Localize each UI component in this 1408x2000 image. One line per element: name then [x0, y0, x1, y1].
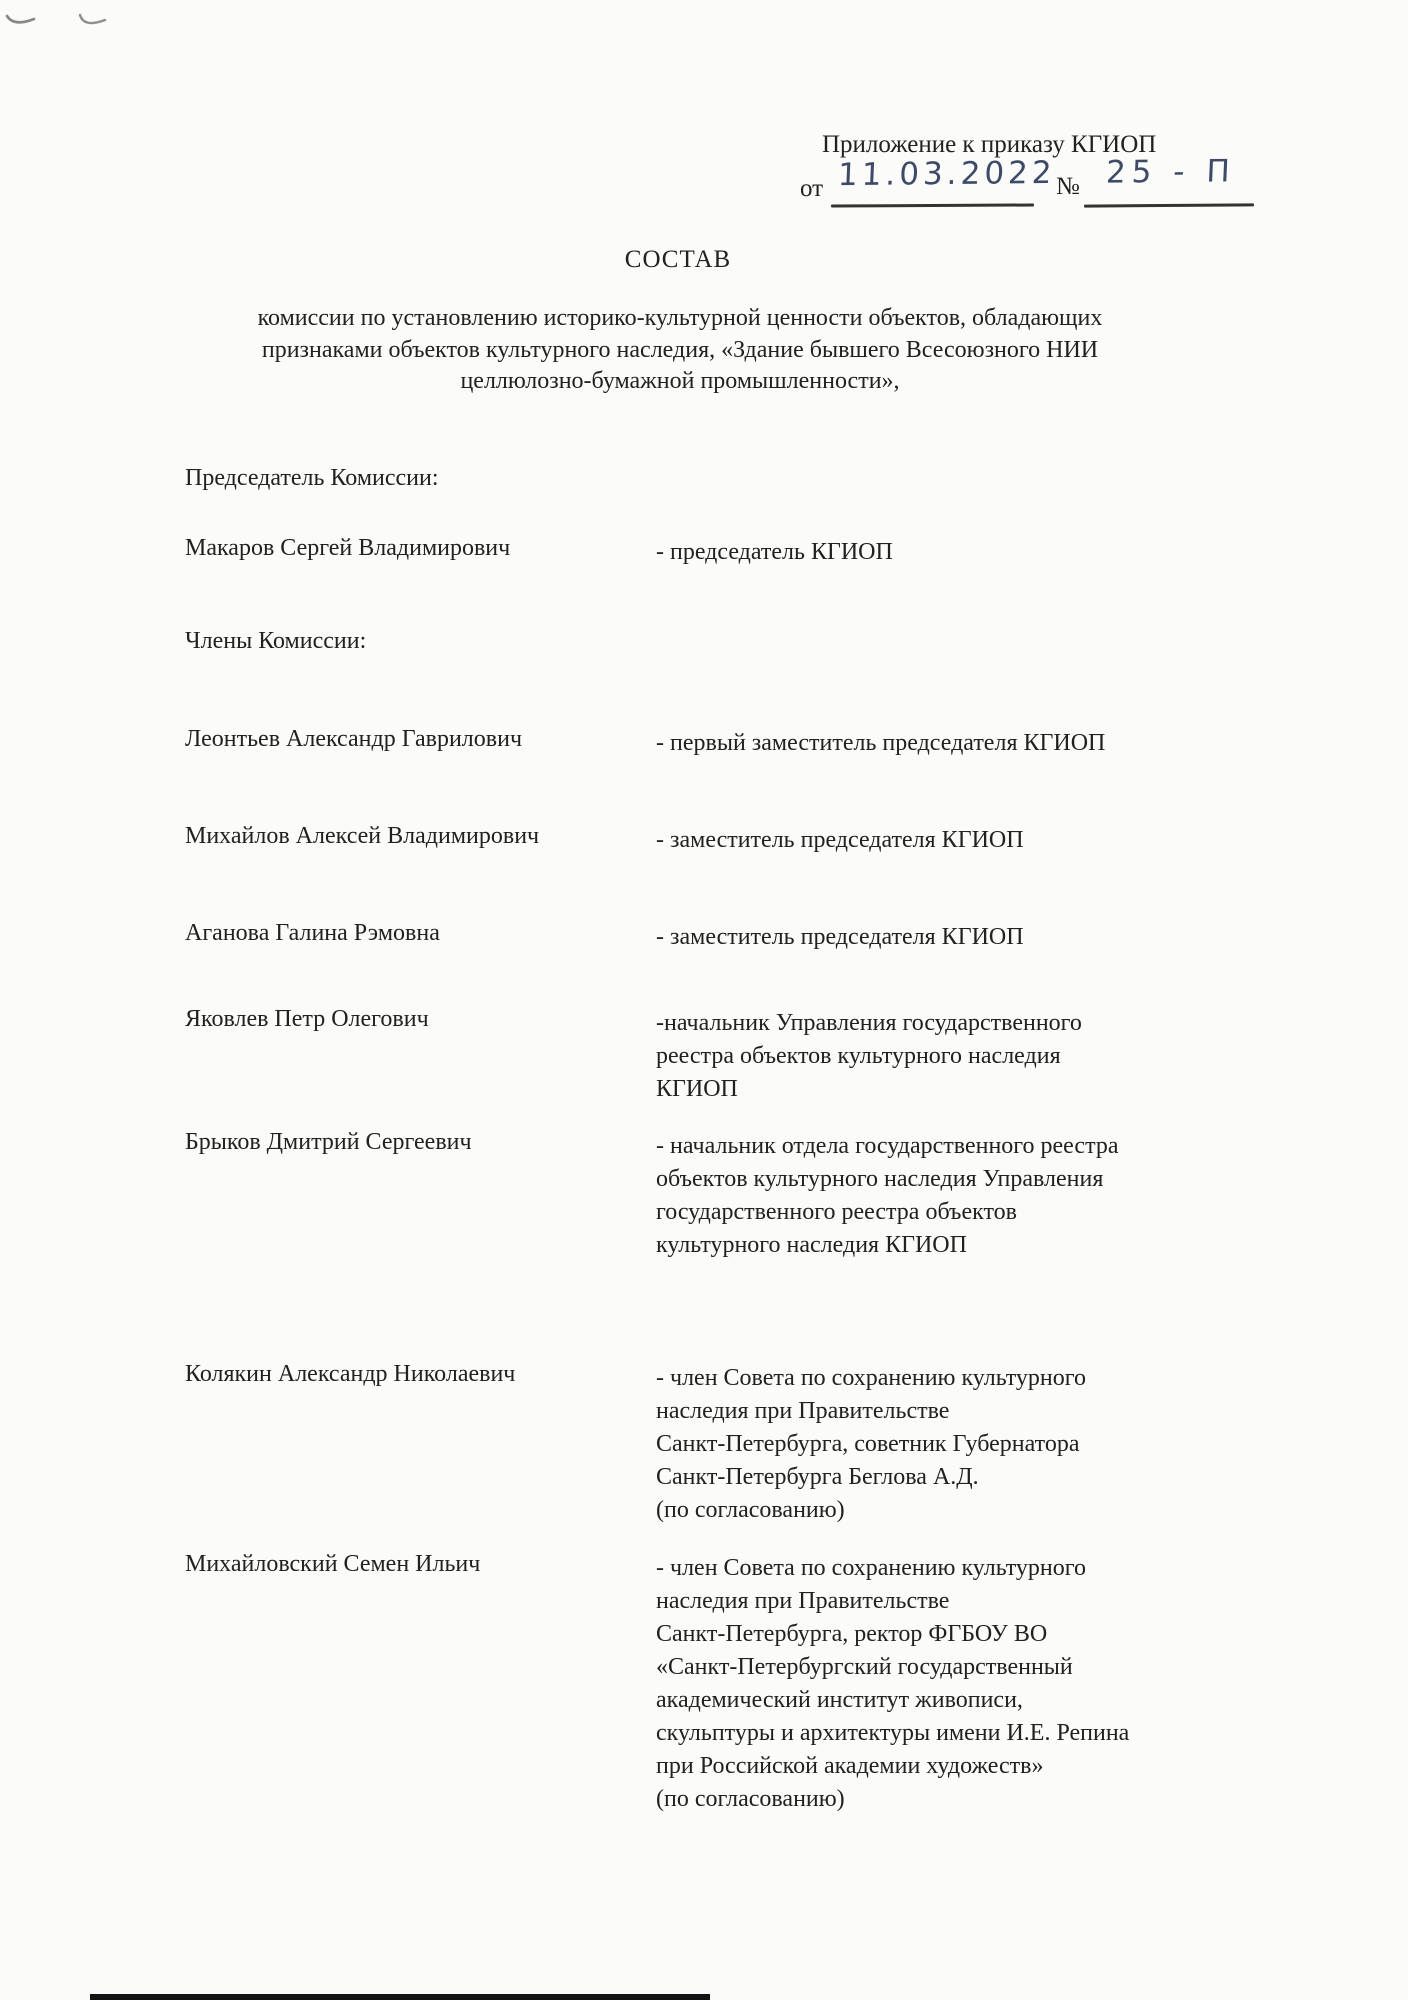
member-name: Леонтьев Александр Гаврилович: [185, 726, 523, 752]
member-role: - член Совета по сохранению культурного наследия при Правительстве Санкт-Петербурга, советник Губернатора Санкт-Петербурга Беглова А.Д. (по согласованию): [656, 1365, 1087, 1523]
member-role: - начальник отдела государственного реестра объектов культурного наследия Управления государственного реестра объектов культурного наследия КГИОП: [656, 1133, 1119, 1258]
member-name: Михайловский Семен Ильич: [185, 1551, 481, 1577]
document-subtitle: комиссии по установлению историко-культурной ценности объектов, обладающих признаками объектов культурного наследия, «Здание бывшего Всесоюзного НИИ целлюлозно-бумажной промышленности»,: [257, 305, 1103, 394]
date-underline: [831, 203, 1034, 207]
member-name: Аганова Галина Рэмовна: [185, 920, 440, 946]
member-role: - член Совета по сохранению культурного наследия при Правительстве Санкт-Петербурга, ректор ФГБОУ ВО «Санкт-Петербургский государственный академический институт живописи, скульптуры и архитектуры имени И.Е. Репина при Российской академии художеств» (по согласованию): [656, 1555, 1130, 1812]
member-name: Михайлов Алексей Владимирович: [185, 823, 540, 849]
member-role: - заместитель председателя КГИОП: [656, 827, 1024, 853]
members-section-label: Члены Комиссии:: [185, 628, 367, 654]
member-role: - заместитель председателя КГИОП: [656, 924, 1024, 950]
number-prefix: №: [1056, 173, 1080, 200]
pen-mark-icon: [76, 12, 110, 30]
member-role: - первый заместитель председателя КГИОП: [656, 730, 1106, 756]
pen-mark-icon: [4, 12, 38, 30]
date-prefix: от: [800, 175, 824, 202]
handwritten-date: 11.03.2022: [837, 154, 1057, 194]
member-name: Яковлев Петр Олегович: [185, 1006, 429, 1032]
number-underline: [1084, 203, 1254, 207]
member-name: Колякин Александр Николаевич: [185, 1361, 516, 1387]
document-title: СОСТАВ: [624, 246, 732, 273]
member-name: Макаров Сергей Владимирович: [185, 535, 511, 561]
appendix-header: Приложение к приказу КГИОП: [822, 131, 1157, 158]
member-role: -начальник Управления государственного реестра объектов культурного наследия КГИОП: [656, 1010, 1082, 1102]
member-name: Брыков Дмитрий Сергеевич: [185, 1129, 472, 1155]
handwritten-order-number: 25 - П: [1105, 153, 1237, 191]
scan-artifact-bar: [90, 1994, 710, 2000]
chairman-section-label: Председатель Комиссии:: [185, 465, 439, 491]
member-role: - председатель КГИОП: [656, 539, 893, 565]
